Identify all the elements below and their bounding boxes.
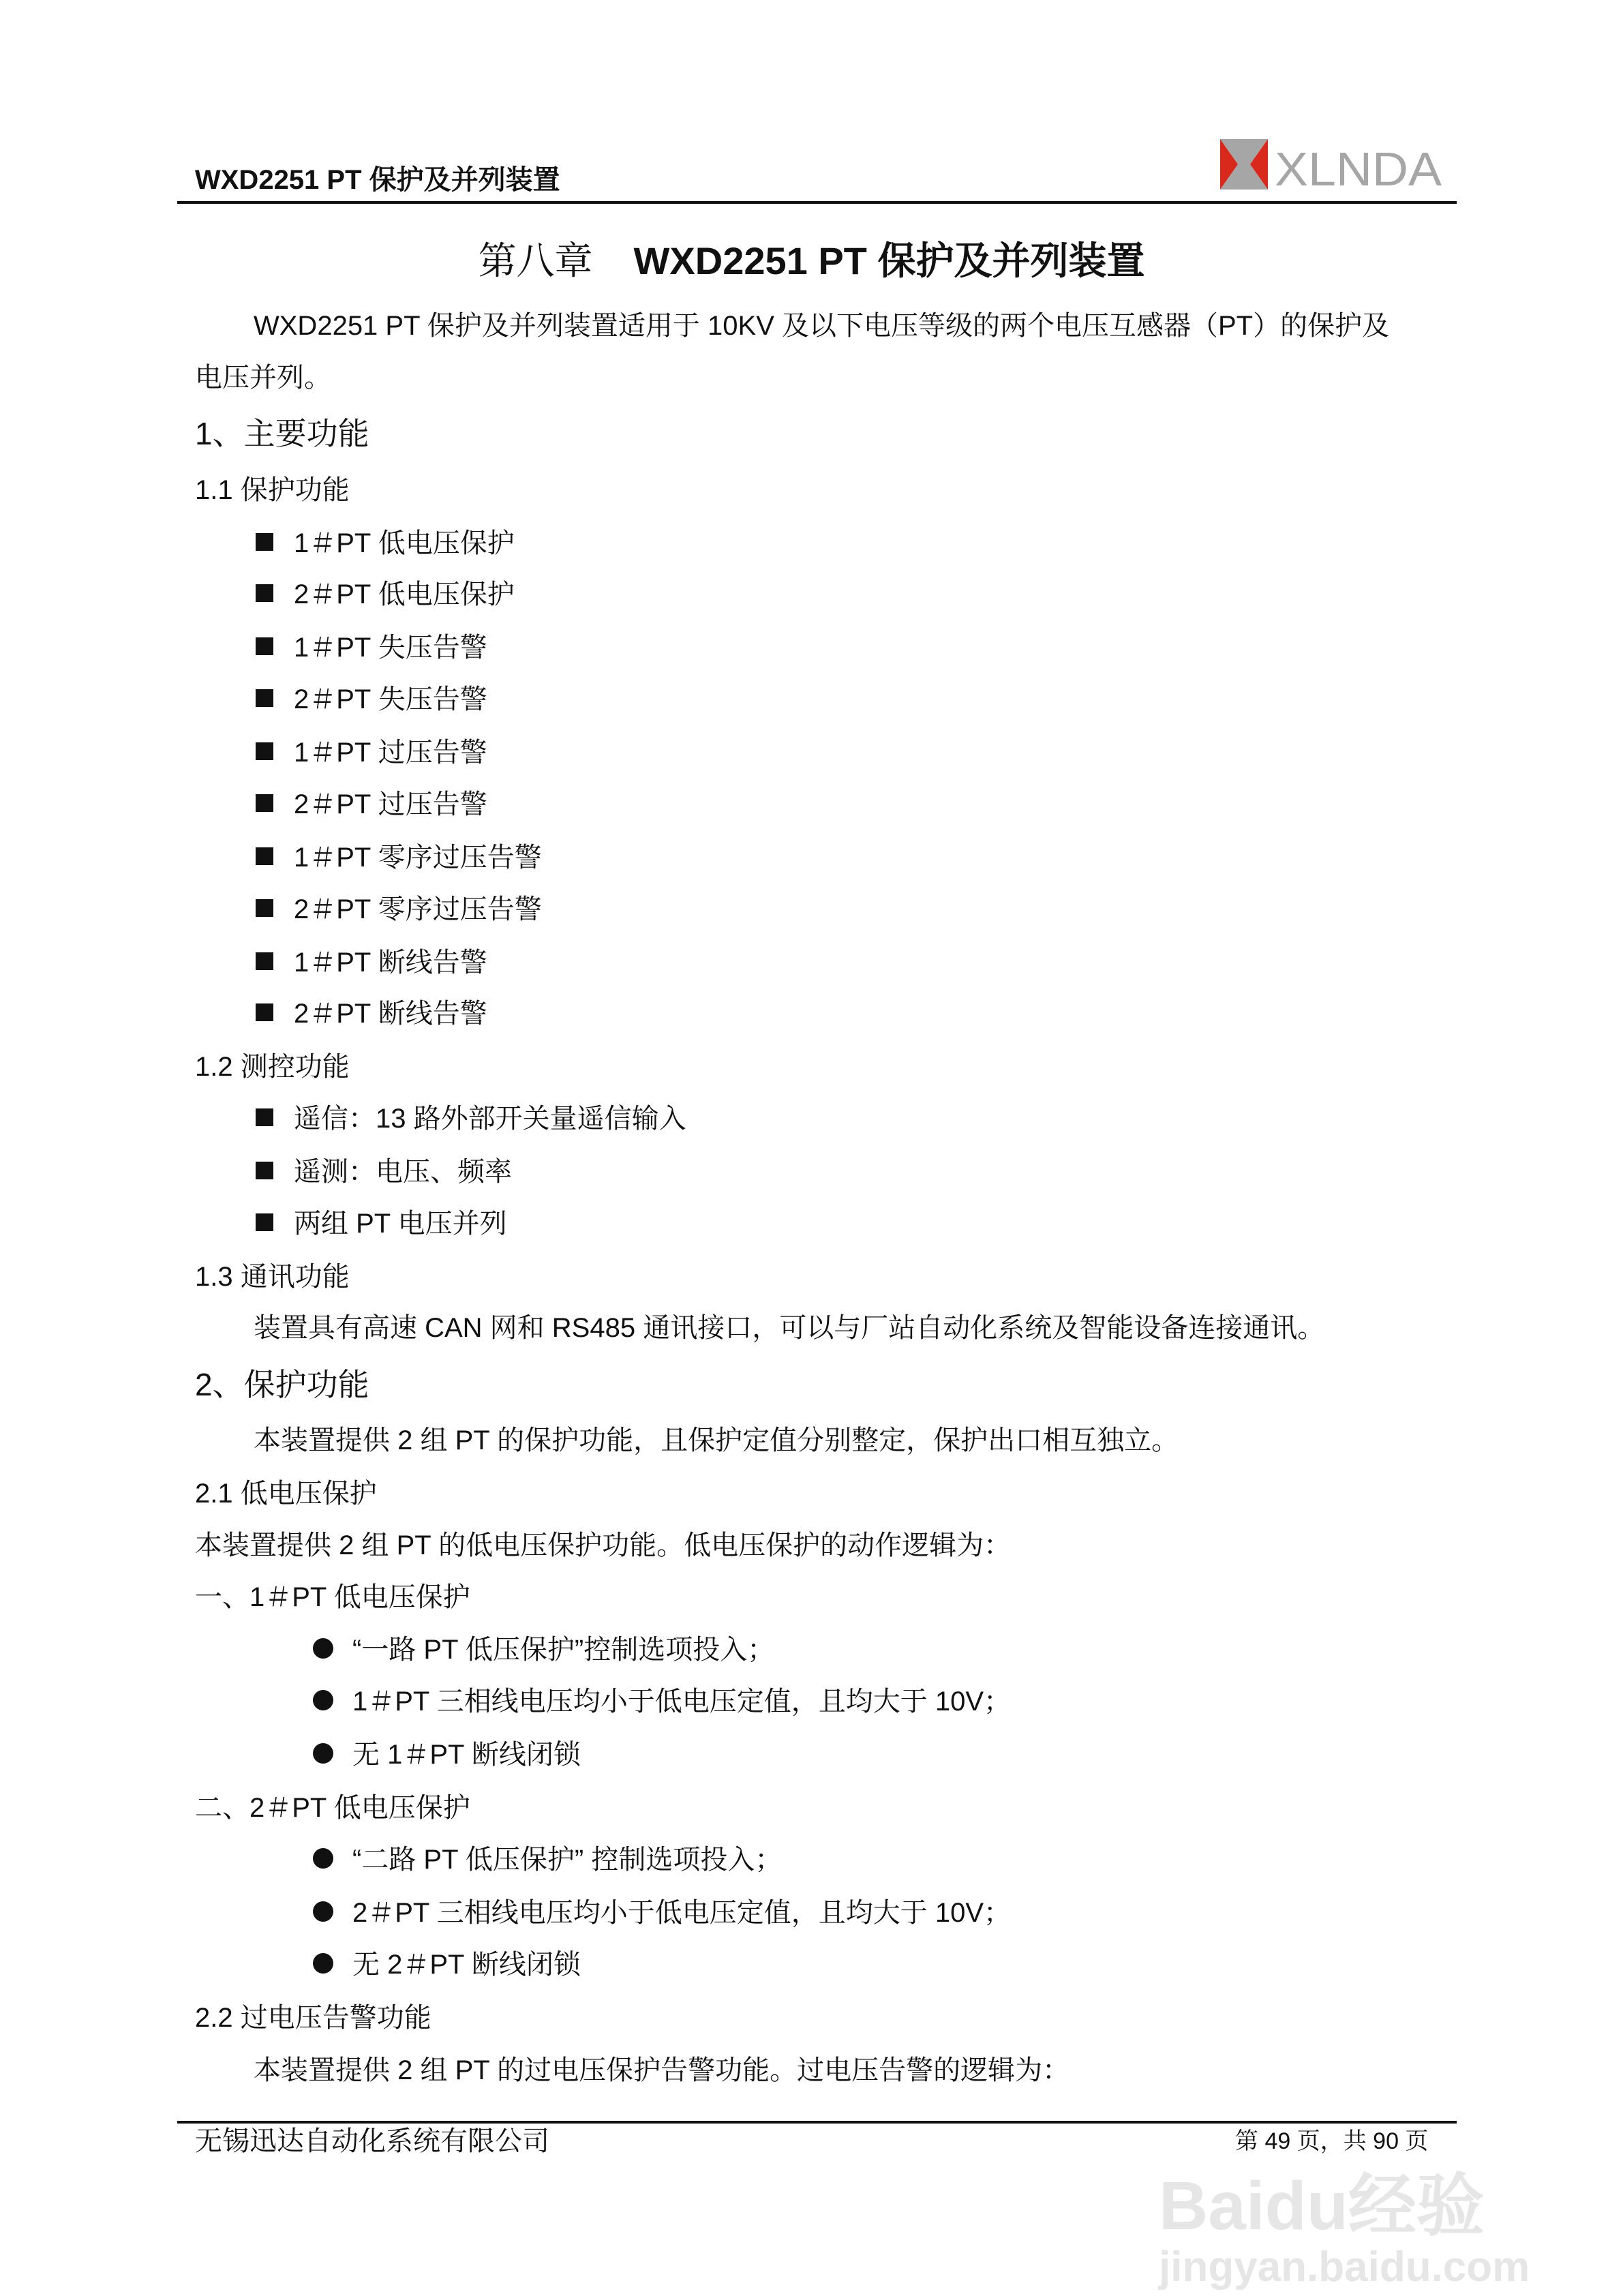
company-logo (1220, 139, 1445, 190)
round-bullet-icon (313, 1901, 333, 1922)
list-item-text: 2＃PT 零序过压告警 (294, 894, 542, 924)
list-item-text: 2＃PT 低电压保护 (294, 579, 515, 609)
list-item (256, 725, 487, 780)
header-rule (177, 201, 1457, 204)
chapter-name: WXD2251 PT 保护及并列装置 (633, 239, 1145, 282)
list-item (256, 672, 487, 727)
pt2-label: 二、2＃PT 低电压保护 (195, 1793, 470, 1823)
watermark-url: jingyan.baidu.com (1159, 2244, 1530, 2291)
list-item-text: 1＃PT 低电压保护 (294, 528, 515, 558)
square-bullet-icon (256, 899, 273, 917)
list-item (313, 1937, 581, 1992)
list-item (313, 1622, 774, 1677)
square-bullet-icon (256, 584, 273, 602)
round-bullet-icon (313, 1690, 333, 1710)
square-bullet-icon (256, 1003, 273, 1021)
header-doc-title: WXD2251 PT 保护及并列装置 (195, 165, 560, 195)
round-bullet-icon (313, 1953, 333, 1974)
square-bullet-icon (256, 794, 273, 812)
list-item-text: 无 2＃PT 断线闭锁 (352, 1950, 581, 1980)
list-item-text: 1＃PT 失压告警 (294, 633, 487, 663)
section-2-2-heading: 2.2 过电压告警功能 (195, 2003, 431, 2033)
list-item (256, 830, 542, 885)
square-bullet-icon (256, 1108, 273, 1126)
list-item-text: 2＃PT 断线告警 (294, 999, 487, 1029)
list-item-text: “二路 PT 低压保护” 控制选项投入； (352, 1845, 783, 1875)
list-item (256, 882, 542, 937)
list-item (256, 620, 487, 675)
list-item (256, 777, 487, 832)
section-1-3-text: 装置具有高速 CAN 网和 RS485 通讯接口，可以与厂站自动化系统及智能设备连接通讯。 (254, 1313, 1325, 1343)
list-item-text: 1＃PT 零序过压告警 (294, 843, 542, 873)
section-1-heading: 1、主要功能 (195, 416, 369, 451)
list-item-text: 1＃PT 三相线电压均小于低电压定值，且均大于 10V； (352, 1687, 1012, 1717)
xlnda-logo-icon (1220, 139, 1445, 190)
svg-text:XLNDA: XLNDA (1275, 142, 1442, 190)
list-item (313, 1727, 581, 1782)
list-item (256, 1145, 512, 1199)
square-bullet-icon (256, 1213, 273, 1231)
list-item (256, 567, 515, 622)
list-item-text: “一路 PT 低压保护”控制选项投入； (352, 1635, 775, 1665)
round-bullet-icon (313, 1743, 333, 1764)
list-item-text: 2＃PT 三相线电压均小于低电压定值，且均大于 10V； (352, 1898, 1012, 1928)
list-item-text: 2＃PT 失压告警 (294, 684, 487, 714)
section-2-text: 本装置提供 2 组 PT 的保护功能，且保护定值分别整定，保护出口相互独立。 (254, 1425, 1179, 1455)
list-item-text: 1＃PT 过压告警 (294, 738, 487, 768)
chapter-title (0, 234, 1623, 288)
section-2-1-text: 本装置提供 2 组 PT 的低电压保护功能。低电压保护的动作逻辑为： (195, 1530, 1012, 1560)
list-item (313, 1674, 1011, 1729)
list-item-text: 1＃PT 断线告警 (294, 948, 487, 978)
section-2-2-text: 本装置提供 2 组 PT 的过电压保护告警功能。过电压告警的逻辑为： (254, 2055, 1070, 2085)
footer-page-number: 第 49 页，共 90 页 (1235, 2128, 1429, 2154)
section-1-1-heading: 1.1 保护功能 (195, 475, 350, 505)
square-bullet-icon (256, 1162, 273, 1179)
square-bullet-icon (256, 742, 273, 760)
section-2-heading: 2、保护功能 (195, 1367, 369, 1402)
list-item-text: 遥测：电压、频率 (294, 1157, 512, 1187)
chapter-number: 第八章 (478, 239, 593, 282)
intro-line-2: 电压并列。 (195, 363, 331, 393)
list-item (313, 1832, 782, 1887)
square-bullet-icon (256, 952, 273, 970)
watermark-brand: Baidu经验 (1159, 2168, 1485, 2244)
intro-line-1: WXD2251 PT 保护及并列装置适用于 10KV 及以下电压等级的两个电压互感器（PT）的保护及 (254, 311, 1390, 341)
list-item-text: 两组 PT 电压并列 (294, 1209, 507, 1239)
list-item-text: 无 1＃PT 断线闭锁 (352, 1740, 581, 1770)
section-1-2-heading: 1.2 测控功能 (195, 1052, 350, 1082)
footer-company: 无锡迅达自动化系统有限公司 (195, 2126, 549, 2156)
list-item (256, 516, 515, 571)
square-bullet-icon (256, 637, 273, 655)
round-bullet-icon (313, 1848, 333, 1869)
square-bullet-icon (256, 847, 273, 865)
list-item (256, 935, 487, 990)
list-item (313, 1886, 1011, 1940)
list-item (256, 1091, 686, 1146)
pt1-label: 一、1＃PT 低电压保护 (195, 1582, 470, 1612)
list-item (256, 1196, 507, 1251)
section-1-3-heading: 1.3 通讯功能 (195, 1262, 350, 1292)
list-item-text: 遥信：13 路外部开关量遥信输入 (294, 1104, 686, 1134)
list-item-text: 2＃PT 过压告警 (294, 789, 487, 819)
square-bullet-icon (256, 689, 273, 707)
section-2-1-heading: 2.1 低电压保护 (195, 1479, 377, 1509)
round-bullet-icon (313, 1638, 333, 1659)
list-item (256, 986, 487, 1041)
square-bullet-icon (256, 533, 273, 551)
